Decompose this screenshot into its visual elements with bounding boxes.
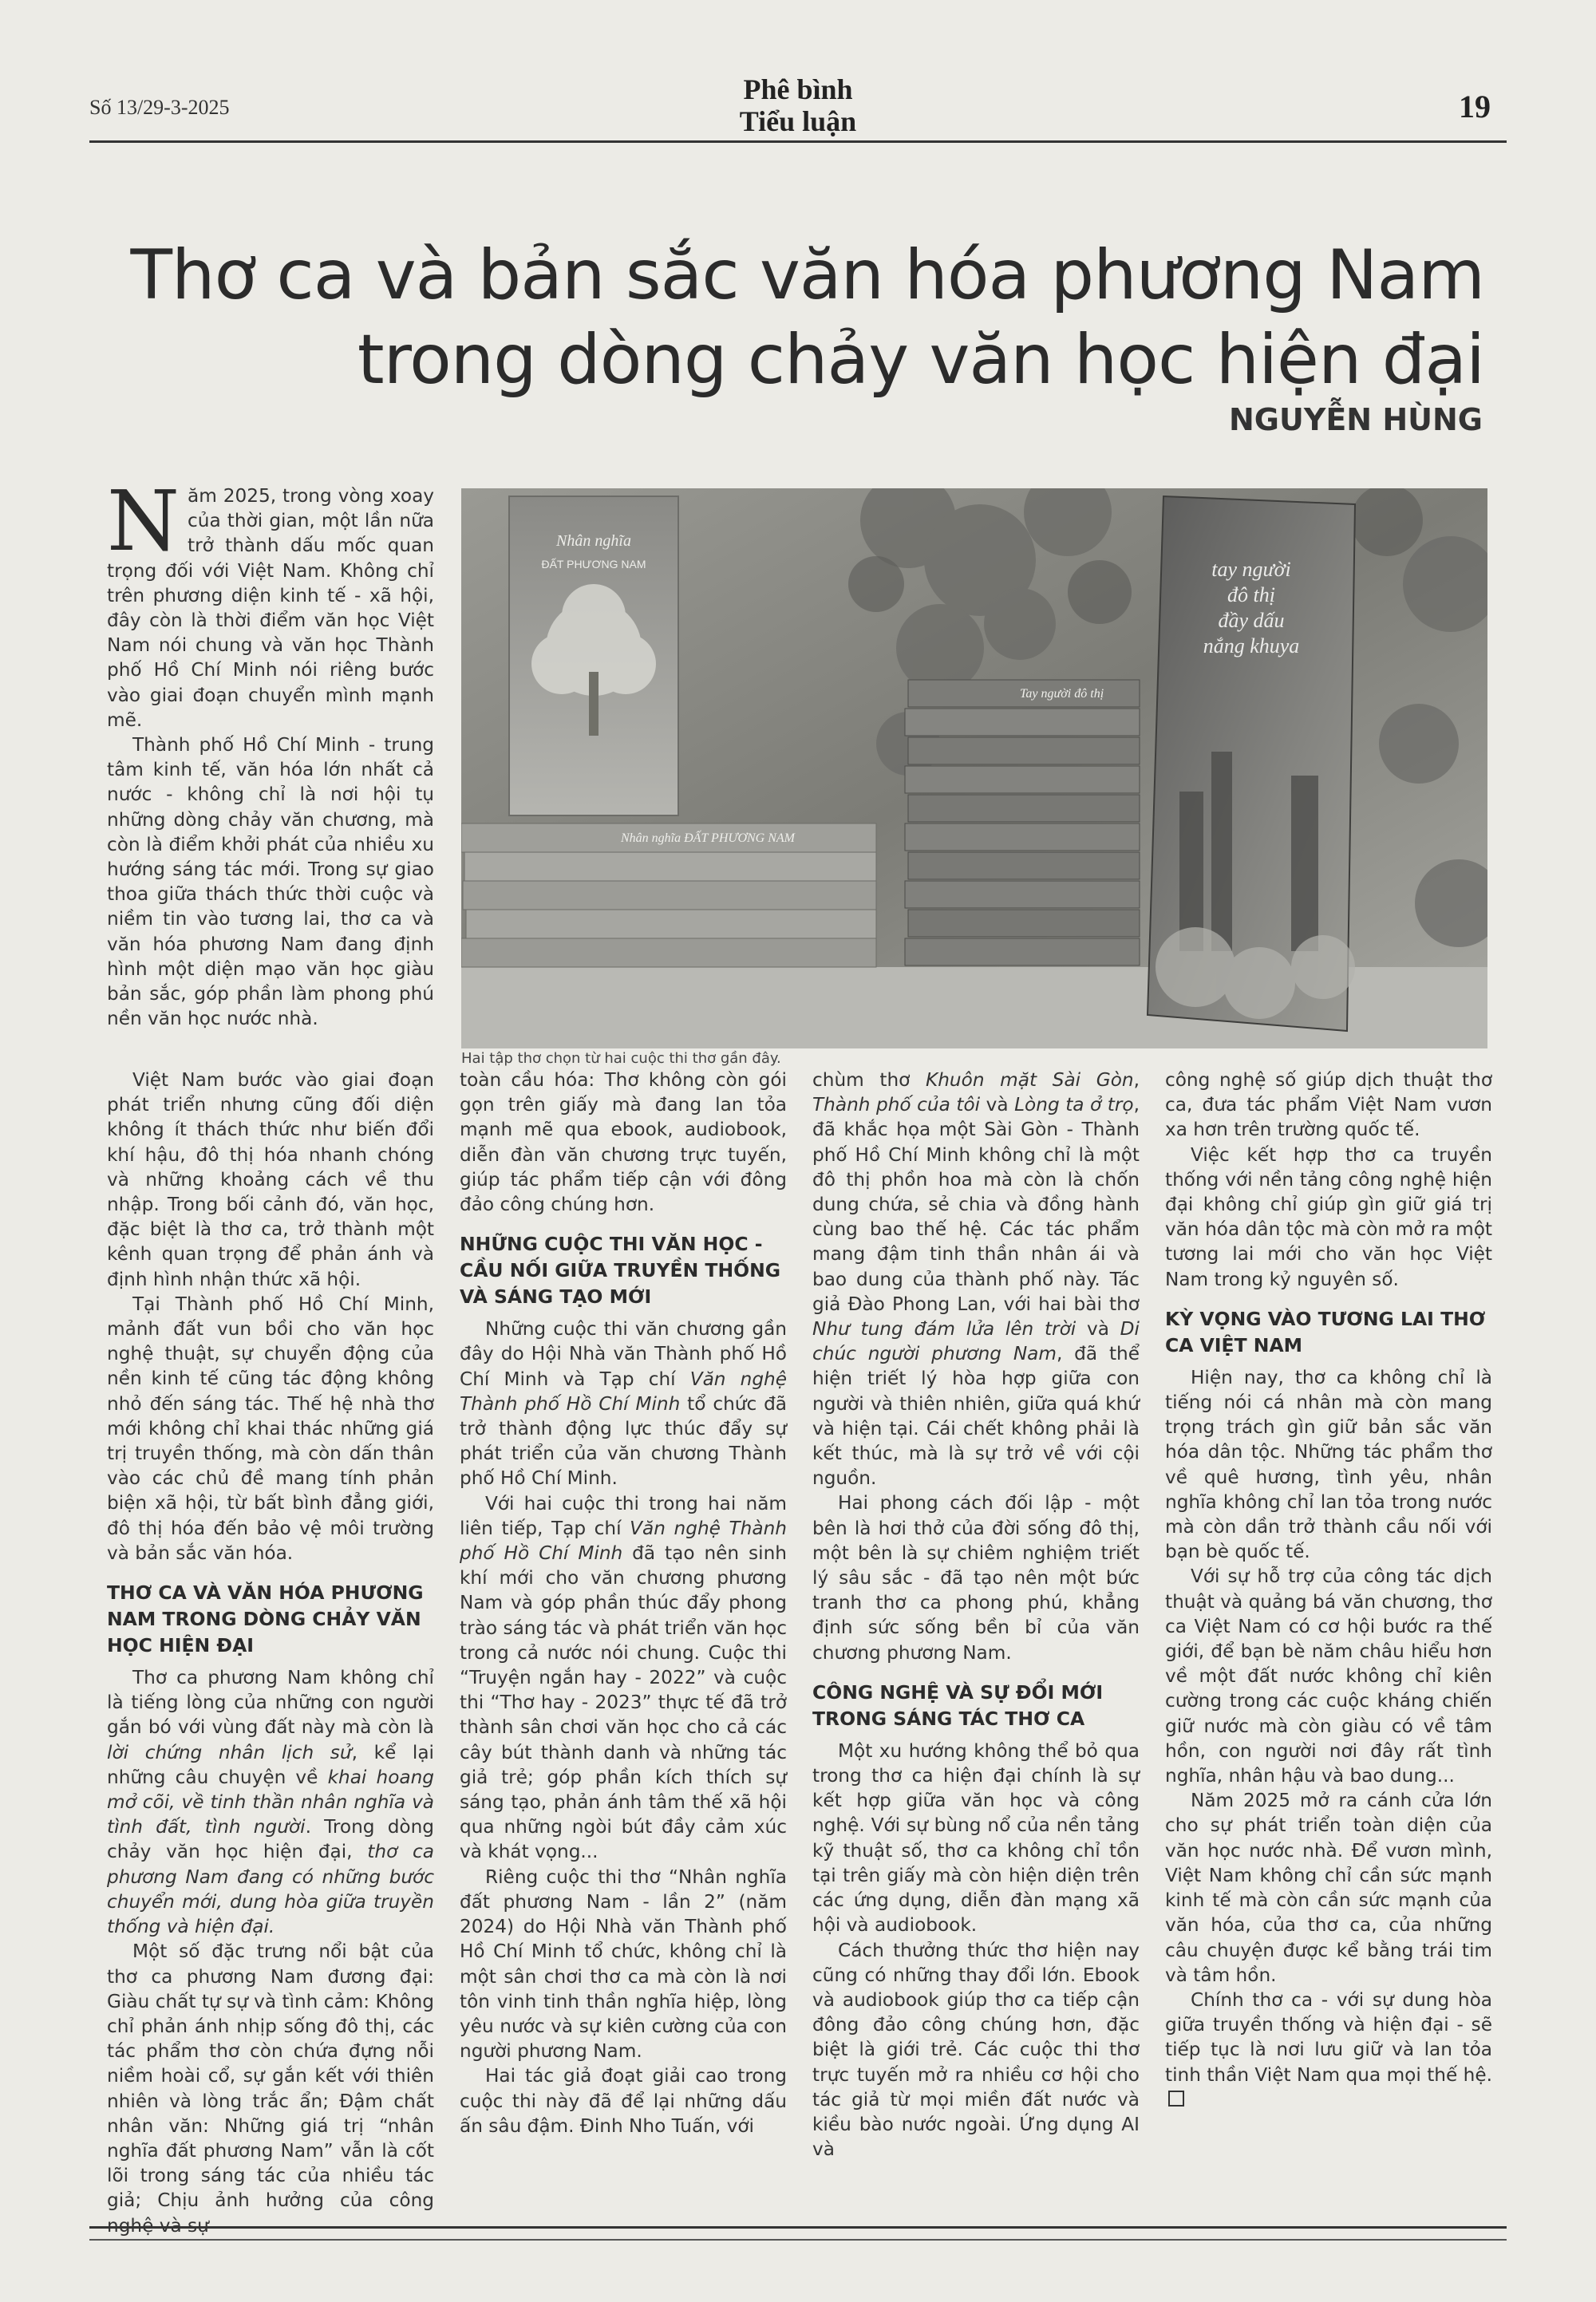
article-photo xyxy=(461,488,1487,1048)
column-4 xyxy=(1165,1068,1492,2112)
intro-paragraph-2: Thành phố Hồ Chí Minh - trung tâm kinh tế, văn hóa lớn nhất cả nước - không chỉ là nơi hội tụ những dòng chảy văn chương, mà còn là điểm khởi phát của nhiều xu hướng sáng tác mới. Trong sự giao thoa giữa thách thức thời cuộc và niềm tin vào tương lai, thơ ca và văn hóa phương Nam đang định hình một diện mạo văn học giàu bản sắc, góp phần làm phong phú nền văn học nước nhà. xyxy=(107,734,434,1030)
section4-paragraph-1: Hiện nay, thơ ca không chỉ là tiếng nói cá nhân mà còn mang trọng trách gìn giữ bản sắc văn hóa dân tộc. Những tác phẩm thơ về quê hương, tình yêu, nhân nghĩa không chỉ lan tỏa trong nước mà còn dần trở thành cầu nối với bạn bè quốc tế. xyxy=(1165,1366,1492,1563)
book1-title-a: Nhân nghĩa xyxy=(556,532,631,550)
book2-title-d: nắng khuya xyxy=(1203,634,1300,657)
section1-paragraph-1: Thơ ca phương Nam không chỉ là tiếng lòng của những con người gắn bó với vùng đất này mà còn là lời chứng nhân lịch sử, kể lại những câu chuyện về khai hoang mở cõi, về tinh thần nhân nghĩa và tình đất, tình người. Trong dòng chảy văn học hiện đại, thơ ca phương Nam đang có những bước chuyển mới, dung hòa giữa truyền thống và hiện đại. xyxy=(107,1667,435,1938)
book2-title-b: đô thị xyxy=(1227,583,1275,606)
section-heading-4: KỲ VỌNG VÀO TƯƠNG LAI THƠ CA VIỆT NAM xyxy=(1165,1307,1486,1356)
column4-paragraph-2: Việc kết hợp thơ ca truyền thống với nền tảng công nghệ hiện đại không chỉ giúp gìn giữ giá trị văn hóa dân tộc mà còn mở ra một tương lai mới cho văn học Việt Nam trong kỷ nguyên số. xyxy=(1165,1143,1492,1290)
column-1-bottom xyxy=(107,1068,434,2238)
section-name xyxy=(0,73,1596,137)
section2-paragraph-3: Riêng cuộc thi thơ “Nhân nghĩa đất phương Nam - lần 2” (năm 2024) do Hội Nhà văn Thành phố Hồ Chí Minh tổ chức, không chỉ là một sân chơi thơ ca mà còn là nơi tôn vinh tinh thần nghĩa hiệp, lòng yêu nước và sự kiên cường của con người phương Nam. xyxy=(460,1866,787,2063)
section3-paragraph-2: Cách thưởng thức thơ hiện nay cũng có những thay đổi lớn. Ebook và audiobook giúp thơ ca tiếp cận đông đảo công chúng hơn, đặc biệt là giới trẻ. Các cuộc thi thơ trực tuyến mở ra nhiều cơ hội cho tác giả từ mọi miền đất nước và kiều bào nước ngoài. Ứng dụng AI và xyxy=(812,1939,1140,2161)
column-3 xyxy=(812,1068,1140,2162)
section1-paragraph-2: Một số đặc trưng nổi bật của thơ ca phương Nam đương đại: Giàu chất tự sự và tình cảm: Không chỉ phản ánh nhịp sống đô thị, các tác phẩm thơ còn chứa đựng nỗi niềm hoài cổ, sự gắn kết với thiên nhiên và lòng trắc ẩn; Đậm chất nhân văn: Những giá trị “nhân nghĩa đất phương Nam” vẫn là cốt lõi trong sáng tác của nhiều tác giả; Chịu ảnh hưởng của công xyxy=(107,1941,434,2212)
photo-caption: Hai tập thơ chọn từ hai cuộc thi thơ gần đây. xyxy=(461,1050,781,1067)
footer-rule xyxy=(89,2226,1507,2229)
intro-paragraph-4: Tại Thành phố Hồ Chí Minh, mảnh đất vun bồi cho văn học nghệ thuật, sự chuyển động của nền kinh tế cũng tác động không nhỏ đến sáng tác. Thế hệ nhà thơ mới không chỉ khai thác những giá trị truyền thống, mà còn dấn thân vào các chủ đề mang tính phản biện xã hội, từ bất bình đẳng giới, đô thị hóa đến bảo vệ môi trường và bản sắc văn hóa. xyxy=(107,1293,434,1564)
header-rule xyxy=(89,140,1507,143)
book2-title-c: đầy dấu xyxy=(1218,609,1285,632)
column4-continuation: công nghệ số giúp dịch thuật thơ ca, đưa tác phẩm Việt Nam vươn xa hơn trên trường quốc tế. xyxy=(1165,1069,1492,1141)
book1-spine: Nhân nghĩa ĐẤT PHƯƠNG NAM xyxy=(621,831,795,845)
book2-title-a: tay người xyxy=(1211,558,1291,581)
column-1-top xyxy=(107,472,434,1031)
column-2 xyxy=(460,1068,787,2138)
issue-number: Số 13/29-3-2025 xyxy=(89,96,230,119)
title-line-2: trong dòng chảy văn học hiện đại xyxy=(357,320,1484,400)
title-line-1: Thơ ca và bản sắc văn hóa phương Nam xyxy=(130,235,1484,315)
book1-title-b: ĐẤT PHƯƠNG NAM xyxy=(541,558,646,571)
section4-paragraph-3: Năm 2025 mở ra cánh cửa lớn cho sự phát triển toàn diện của văn học nước nhà. Để vươn mình, Việt Nam không chỉ cần sức mạnh kinh tế mà còn cần sức mạnh của văn hóa, của thơ ca, của những câu chuyện được kể bằng trái tim và tâm hồn. xyxy=(1165,1790,1492,1986)
section2-paragraph-2: Với hai cuộc thi trong hai năm liên tiếp, Tạp chí Văn nghệ Thành phố Hồ Chí Minh đã tạo nên sinh khí mới cho văn chương phương Nam và góp phần thúc đẩy phong trào sáng tác và phát triển văn học trong cả nước nói chung. Cuộc thi “Truyện ngắn hay - 2022” và cuộc thi “Thơ hay - 2023” thực tế đã trở thành sân chơi văn học cho cả các cây bút thành danh và những tác giả trẻ; góp phần kích thích sự sáng tạo, phản ánh tâm thế xã hội qua những ngòi bút đầy cảm xúc và khát vọng... xyxy=(460,1492,787,1863)
intro-paragraph-3b: Việt Nam bước vào giai đoạn phát triển nhưng cũng đối diện không ít thách thức như biến đổi khí hậu, đô thị hóa nhanh chóng và những khoảng cách về thu nhập. Trong bối cảnh đó, văn học, đặc biệt là thơ ca, trở thành một kênh quan trọng để phản ánh và định hình nhận thức xã hội. xyxy=(107,1069,434,1290)
section-line-2: Tiểu luận xyxy=(739,105,857,137)
section-heading-1: THƠ CA VÀ VĂN HÓA PHƯƠNG NAM TRONG DÒNG CHẢY VĂN HỌC HIỆN ĐẠI xyxy=(107,1581,424,1657)
intro-paragraph-1: Năm 2025, trong vòng xoay của thời gian, một lần nữa trở thành dấu mốc quan trọng đối với Việt Nam. Không chỉ trên phương diện kinh tế - xã hội, đây còn là thời điểm văn học Việt Nam nói chung và văn học Thành phố Hồ Chí Minh nói riêng bước vào giai đoạn chuyển mình mạnh mẽ. xyxy=(107,472,434,731)
end-mark-icon xyxy=(1168,2091,1184,2107)
section2-paragraph-1: Những cuộc thi văn chương gần đây do Hội Nhà văn Thành phố Hồ Chí Minh và Tạp chí Văn nghệ Thành phố Hồ Chí Minh tổ chức đã trở thành động lực thúc đẩy sự phát triển của văn chương Thành phố Hồ Chí Minh. xyxy=(460,1318,788,1490)
footer-rule-thin xyxy=(89,2239,1507,2241)
article-title xyxy=(80,233,1484,402)
page-number: 19 xyxy=(1459,89,1491,124)
book2-spine: Tay người đô thị xyxy=(1020,687,1104,701)
column3-paragraph-2: Hai phong cách đối lập - một bên là hơi thở của đời sống đô thị, một bên là sự chiêm nghiệm triết lý sâu sắc - đã tạo nên một bức tranh thơ ca phong phú, khẳng định sức sống bền bỉ của văn chương phương Nam. xyxy=(812,1492,1140,1664)
section-line-1: Phê bình xyxy=(743,73,853,105)
column3-continuation: chùm thơ Khuôn mặt Sài Gòn, Thành phố của tôi và Lòng ta ở trọ, đã khắc họa một Sài Gòn - Thành phố Hồ Chí Minh không chỉ là một đô thị phồn hoa mà còn là chốn dung chứa, sẻ chia và đồng hành cùng bao thế hệ. Các tác phẩm mang đậm tinh thần nhân ái và bao dung của thành phố này. Tác giả Đào Phong Lan, với hai bài thơ Như tung đám lửa lên trời và Di chúc người phương Nam, đã thể hiện triết lý hòa hợp giữa con người và thiên nhiên, giữa quá khứ và hiện tại. Cái chết không phải là kết thúc, mà là sự trở về với cội nguồn. xyxy=(812,1069,1140,1490)
section-heading-2: NHỮNG CUỘC THI VĂN HỌC - CẦU NỐI GIỮA TRUYỀN THỐNG VÀ SÁNG TẠO MỚI xyxy=(460,1233,781,1309)
section4-paragraph-4: Chính thơ ca - với sự dung hòa giữa truyền thống và hiện đại - sẽ tiếp tục là nơi lưu giữ và lan tỏa tinh thần Việt Nam qua mọi thế hệ. xyxy=(1165,1988,1492,2112)
column2-continuation: toàn cầu hóa: Thơ không còn gói gọn trên giấy mà đang lan tỏa mạnh mẽ qua ebook, audiobook, diễn đàn văn chương trực tuyến, giúp tác phẩm tiếp cận với đông đảo công chúng hơn. xyxy=(460,1069,787,1216)
section3-paragraph-1: Một xu hướng không thể bỏ qua trong thơ ca hiện đại chính là sự kết hợp giữa văn học và công nghệ. Với sự bùng nổ của nền tảng kỹ thuật số, thơ ca không chỉ tồn tại trên giấy mà còn hiện diện trên các ứng dụng, diễn đàn mạng xã hội và audiobook. xyxy=(812,1739,1140,1937)
section4-paragraph-2: Với sự hỗ trợ của công tác dịch thuật và quảng bá văn chương, thơ ca Việt Nam có cơ hội bước ra thế giới, để bạn bè năm châu hiểu hơn về một đất nước không chỉ kiên cường trong các cuộc kháng chiến giữ nước mà còn giàu có về tâm hồn, con người nơi đây rất tình nghĩa, nhân hậu và bao dung... xyxy=(1165,1566,1492,1787)
section2-paragraph-4: Hai tác giả đoạt giải cao trong cuộc thi này đã để lại những dấu ấn sâu đậm. Đinh Nho Tuấn, với xyxy=(460,2065,787,2137)
drop-cap: N xyxy=(107,472,180,570)
article-author: NGUYỄN HÙNG xyxy=(1228,402,1483,437)
section-heading-3: CÔNG NGHỆ VÀ SỰ ĐỔI MỚI TRONG SÁNG TÁC THƠ CA xyxy=(812,1680,1104,1730)
